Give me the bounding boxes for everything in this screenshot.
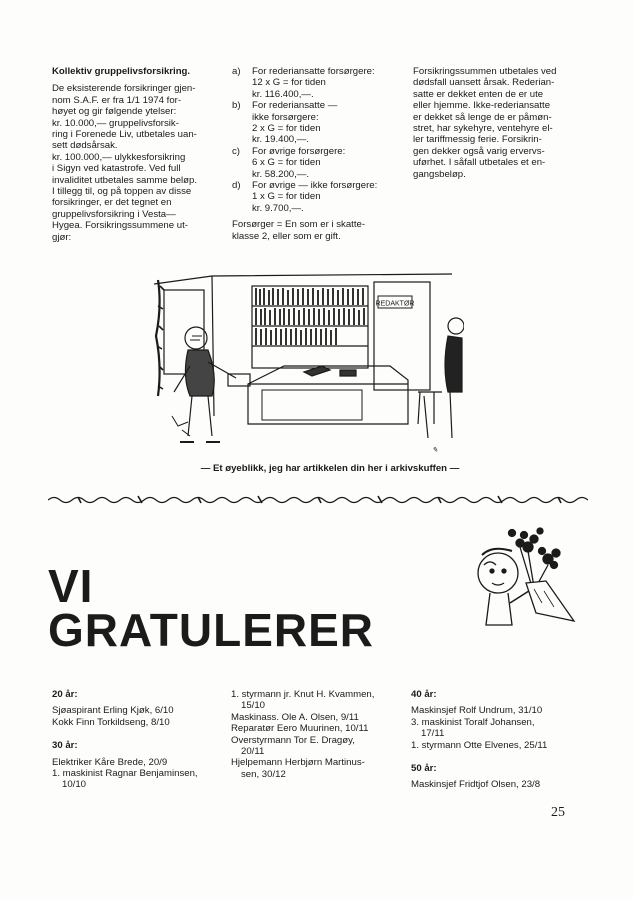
cartoon-caption: — Et øyeblikk, jeg har artikkelen din her i arkivskuffen — <box>200 463 460 474</box>
text-line: dødsfall uansett årsak. Rederian- <box>413 77 555 89</box>
text-line: uførhet. I såfall utbetales et en- <box>413 157 546 169</box>
option-b: b) For rederiansatte — ikke forsørgere: 2 x G = for tiden kr. 19.400,—. <box>232 100 338 146</box>
congrats-entry: Sjøaspirant Erling Kjøk, 6/10 <box>52 705 174 717</box>
congrats-entry: Maskinass. Ole A. Olsen, 9/11 <box>231 711 359 723</box>
option-d: d) For øvrige — ikke forsørgere: 1 x G = for tiden kr. 9.700,—. <box>232 180 378 214</box>
text-line: ler tariffmessig ferie. Forsikrin- <box>413 134 542 146</box>
text-line: forsikringer, er det tegnet en <box>52 197 172 209</box>
group-heading: 50 år: <box>411 763 437 775</box>
congrats-entry: Maskinsjef Fridtjof Olsen, 23/8 <box>411 779 541 791</box>
page-number: 25 <box>551 805 565 820</box>
text-line: gangsbeløp. <box>413 168 466 180</box>
text-line: Hygea. Forsikringssummene ut- <box>52 220 188 232</box>
congrats-entry: 1. maskinist Ragnar Benjaminsen, <box>52 768 198 780</box>
heading-line-2: GRATULERER <box>48 604 375 656</box>
bouquet-illustration <box>462 525 582 655</box>
text-line: invaliditet utbetales samme beløp. <box>52 174 198 186</box>
text-line: Forsikringssummen utbetales ved <box>413 66 557 77</box>
congrats-entry: sen, 30/12 <box>241 768 286 780</box>
congrats-entry: Reparatør Eero Muurinen, 10/11 <box>231 723 369 735</box>
congrats-column-1 <box>52 689 222 791</box>
definition-line: Forsørger = En som er i skatte- <box>232 219 366 231</box>
group-heading: 40 år: <box>411 689 437 700</box>
group-heading: 20 år: <box>52 689 78 700</box>
text-line: sett dødsårsak. <box>52 140 118 152</box>
article-column-2 <box>232 66 400 242</box>
congrats-entry: 3. maskinist Toralf Johansen, <box>411 716 535 728</box>
congrats-heading <box>48 560 375 656</box>
congrats-entry: Elektriker Kåre Brede, 20/9 <box>52 756 168 768</box>
text-line: i Sigyn ved katastrofe. Ved full <box>52 163 181 175</box>
congrats-entry: Maskinsjef Rolf Undrum, 31/10 <box>411 705 543 717</box>
article-column-1 <box>52 66 216 243</box>
congrats-entry: 1. styrmann jr. Knut H. Kvammen, <box>231 689 375 700</box>
text-line: I tillegg til, og på toppen av disse <box>52 186 192 198</box>
option-c: c) For øvrige forsørgere: 6 x G = for tiden kr. 58.200,—. <box>232 145 346 180</box>
congrats-entry: 15/10 <box>241 700 266 712</box>
text-line: er dekket så lenge de er påmøn- <box>413 111 552 123</box>
congrats-entry: Overstyrmann Tor E. Dragøy, <box>231 734 355 746</box>
text-line: De eksisterende forsikringer gjen- <box>52 83 196 95</box>
congrats-column-2 <box>231 689 401 780</box>
congrats-entry: 1. styrmann Otte Elvenes, 25/11 <box>411 739 548 751</box>
door-sign: REDAKTØR <box>375 300 415 308</box>
text-line: satte er dekket enten de er ute <box>413 88 544 100</box>
text-line: stret, har sykehyre, ventehyre el- <box>413 123 553 135</box>
congrats-entry: Hjelpemann Herbjørn Martinus- <box>231 757 365 769</box>
article-column-3 <box>413 66 583 180</box>
office-cartoon <box>152 266 464 456</box>
svg-text:✎: ✎ <box>432 446 438 454</box>
text-line: gen dekker også varig ervervs- <box>413 145 545 157</box>
group-heading: 30 år: <box>52 740 78 752</box>
heading-line-1: VI <box>48 560 94 612</box>
option-a: a) For rederiansatte forsørgere: 12 x G = for tiden kr. 116.400,—. <box>232 66 375 100</box>
text-line: kr. 10.000,— gruppelivsforsik- <box>52 117 179 129</box>
text-line: høyet og gir følgende ytelser: <box>52 106 177 118</box>
text-line: eller hjemme. Ikke-rederiansatte <box>413 100 551 112</box>
text-line: nom S.A.F. er fra 1/1 1974 for- <box>52 94 182 106</box>
decorative-divider <box>48 493 588 507</box>
text-line: kr. 100.000,— ulykkesforsikring <box>52 151 186 163</box>
article-title: Kollektiv gruppelivsforsikring. <box>52 66 191 77</box>
text-line: gjør: <box>52 231 72 243</box>
text-line: gruppelivsforsikring i Vesta— <box>52 208 176 220</box>
congrats-entry: 20/11 <box>241 746 265 758</box>
congrats-column-3 <box>411 689 591 791</box>
congrats-entry: Kokk Finn Torkildseng, 8/10 <box>52 716 170 728</box>
congrats-entry: 10/10 <box>62 779 87 791</box>
congrats-entry: 17/11 <box>421 728 445 740</box>
text-line: ring i Forenede Liv, utbetales uan- <box>52 129 197 141</box>
definition-line: klasse 2, eller som er gift. <box>232 230 341 242</box>
